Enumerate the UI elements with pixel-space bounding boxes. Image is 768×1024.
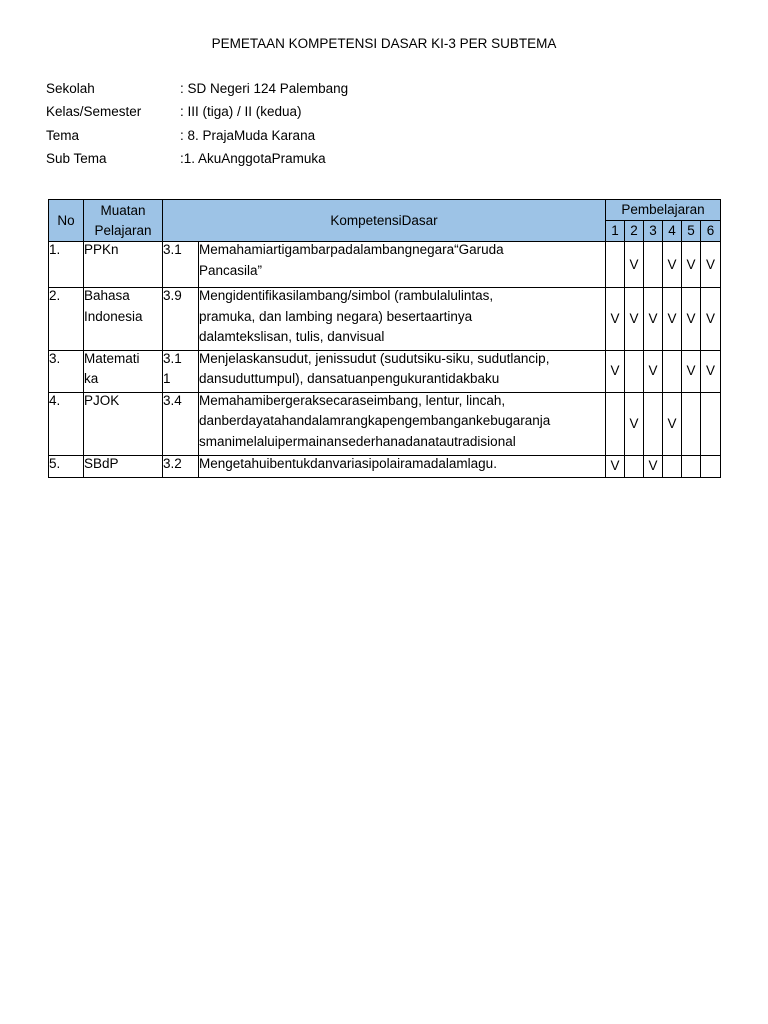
info-label: Sub Tema: [46, 151, 107, 167]
table-row: [49, 350, 721, 392]
cell-check-4: V: [663, 288, 682, 351]
header-pembelajaran-4: 4: [663, 221, 682, 242]
cell-no: [49, 242, 84, 288]
cell-check-1: [606, 242, 625, 288]
cell-kd-description-text: Mengidentifikasilambang/simbol (rambulalulintas, pramuka, dan lambing negara) besertaartinya dalamtekslisan, tulis, danvisual: [199, 288, 494, 344]
header-pembelajaran-6: 6: [701, 221, 721, 242]
cell-check-3: V: [644, 455, 663, 477]
cell-kd-description-text: Memahamiartigambarpadalambangnegara“Garuda Pancasila”: [199, 242, 504, 278]
cell-check-3: [644, 392, 663, 455]
info-value: : III (tiga) / II (kedua): [180, 104, 302, 120]
cell-check-2: V: [625, 288, 644, 351]
cell-muatan: [84, 288, 163, 351]
cell-kd-description-text: Menjelaskansudut, jenissudut (sudutsiku-siku, sudutlancip, dansuduttumpul), dansatuanpengukurantidakbaku: [199, 350, 550, 386]
cell-check-5: [682, 455, 701, 477]
cell-check-2: [625, 350, 644, 392]
info-row-tema: [46, 128, 546, 151]
cell-no-text: 1.: [49, 242, 61, 257]
cell-check-1: V: [606, 288, 625, 351]
cell-kd-number-text: 3.4: [163, 392, 182, 408]
table-row: [49, 455, 721, 477]
header-pembelajaran-3: 3: [644, 221, 663, 242]
cell-check-6: [701, 392, 721, 455]
cell-muatan: [84, 455, 163, 477]
cell-no: [49, 288, 84, 351]
cell-no: [49, 350, 84, 392]
header-pembelajaran-2: 2: [625, 221, 644, 242]
cell-kd-description: [199, 392, 606, 455]
cell-kd-description: [199, 242, 606, 288]
header-no: No: [49, 200, 84, 242]
cell-kd-number-text: 3.2: [163, 455, 182, 471]
table-header-row: [49, 200, 721, 221]
info-block: [46, 81, 546, 175]
cell-check-2: [625, 455, 644, 477]
cell-kd-number: [163, 392, 199, 455]
cell-check-1: V: [606, 350, 625, 392]
cell-check-2: V: [625, 392, 644, 455]
cell-no: [49, 455, 84, 477]
cell-check-3: V: [644, 350, 663, 392]
table-row: [49, 392, 721, 455]
cell-kd-number-text: 3.9: [163, 288, 182, 303]
cell-muatan-text: Matemati ka: [84, 350, 140, 386]
cell-kd-number-text: 3.1 1: [163, 350, 182, 386]
cell-check-4: [663, 455, 682, 477]
cell-check-1: [606, 392, 625, 455]
cell-check-5: V: [682, 288, 701, 351]
info-label: Tema: [46, 127, 80, 143]
cell-check-3: V: [644, 288, 663, 351]
cell-kd-description: [199, 350, 606, 392]
cell-kd-number-text: 3.1: [163, 242, 182, 257]
cell-kd-number: [163, 350, 199, 392]
cell-kd-description: [199, 288, 606, 351]
cell-check-3: [644, 242, 663, 288]
cell-muatan-text: PPKn: [84, 242, 119, 257]
cell-muatan: [84, 392, 163, 455]
cell-muatan-text: Bahasa Indonesia: [84, 288, 143, 324]
info-row-sub-tema: [46, 151, 546, 174]
info-row-kelas-semester: [46, 104, 546, 127]
cell-check-4: V: [663, 242, 682, 288]
cell-muatan: [84, 242, 163, 288]
cell-check-6: V: [701, 242, 721, 288]
info-value: : SD Negeri 124 Palembang: [180, 81, 349, 96]
header-pembelajaran: Pembelajaran: [606, 200, 721, 221]
cell-no-text: 4.: [49, 392, 61, 408]
cell-check-6: V: [701, 288, 721, 351]
info-label: Kelas/Semester: [46, 104, 142, 120]
cell-no-text: 3.: [49, 350, 61, 366]
table-row: [49, 288, 721, 351]
header-kompetensi-dasar: KompetensiDasar: [163, 200, 606, 242]
cell-check-5: [682, 392, 701, 455]
header-muatan-pelajaran: Muatan Pelajaran: [84, 200, 163, 242]
cell-kd-description-text: Mengetahuibentukdanvariasipolairamadalamlagu.: [199, 455, 497, 471]
info-value: :1. AkuAnggotaPramuka: [180, 151, 326, 167]
header-pembelajaran-1: 1: [606, 221, 625, 242]
cell-kd-number: [163, 288, 199, 351]
info-label: Sekolah: [46, 81, 95, 96]
cell-muatan-text: PJOK: [84, 392, 120, 408]
cell-check-6: V: [701, 350, 721, 392]
kompetensi-table: [48, 199, 721, 478]
cell-check-2: V: [625, 242, 644, 288]
cell-check-6: [701, 455, 721, 477]
cell-check-4: [663, 350, 682, 392]
header-pembelajaran-5: 5: [682, 221, 701, 242]
cell-check-5: V: [682, 242, 701, 288]
cell-no-text: 2.: [49, 288, 61, 303]
cell-muatan-text: SBdP: [84, 455, 119, 471]
cell-kd-description-text: Memahamibergeraksecaraseimbang, lentur, lincah, danberdayatahandalamrangkapengembangankebugaranja smanimelaluipermainansederhanadanatautradisional: [199, 392, 551, 449]
info-value: : 8. PrajaMuda Karana: [180, 127, 316, 143]
cell-kd-description: [199, 455, 606, 477]
cell-check-4: V: [663, 392, 682, 455]
cell-muatan: [84, 350, 163, 392]
table-row: [49, 242, 721, 288]
cell-no-text: 5.: [49, 455, 61, 471]
cell-check-1: V: [606, 455, 625, 477]
cell-kd-number: [163, 242, 199, 288]
info-row-sekolah: [46, 81, 546, 104]
cell-check-5: V: [682, 350, 701, 392]
cell-kd-number: [163, 455, 199, 477]
document-title: PEMETAAN KOMPETENSI DASAR KI-3 PER SUBTEMA: [211, 36, 557, 51]
cell-no: [49, 392, 84, 455]
